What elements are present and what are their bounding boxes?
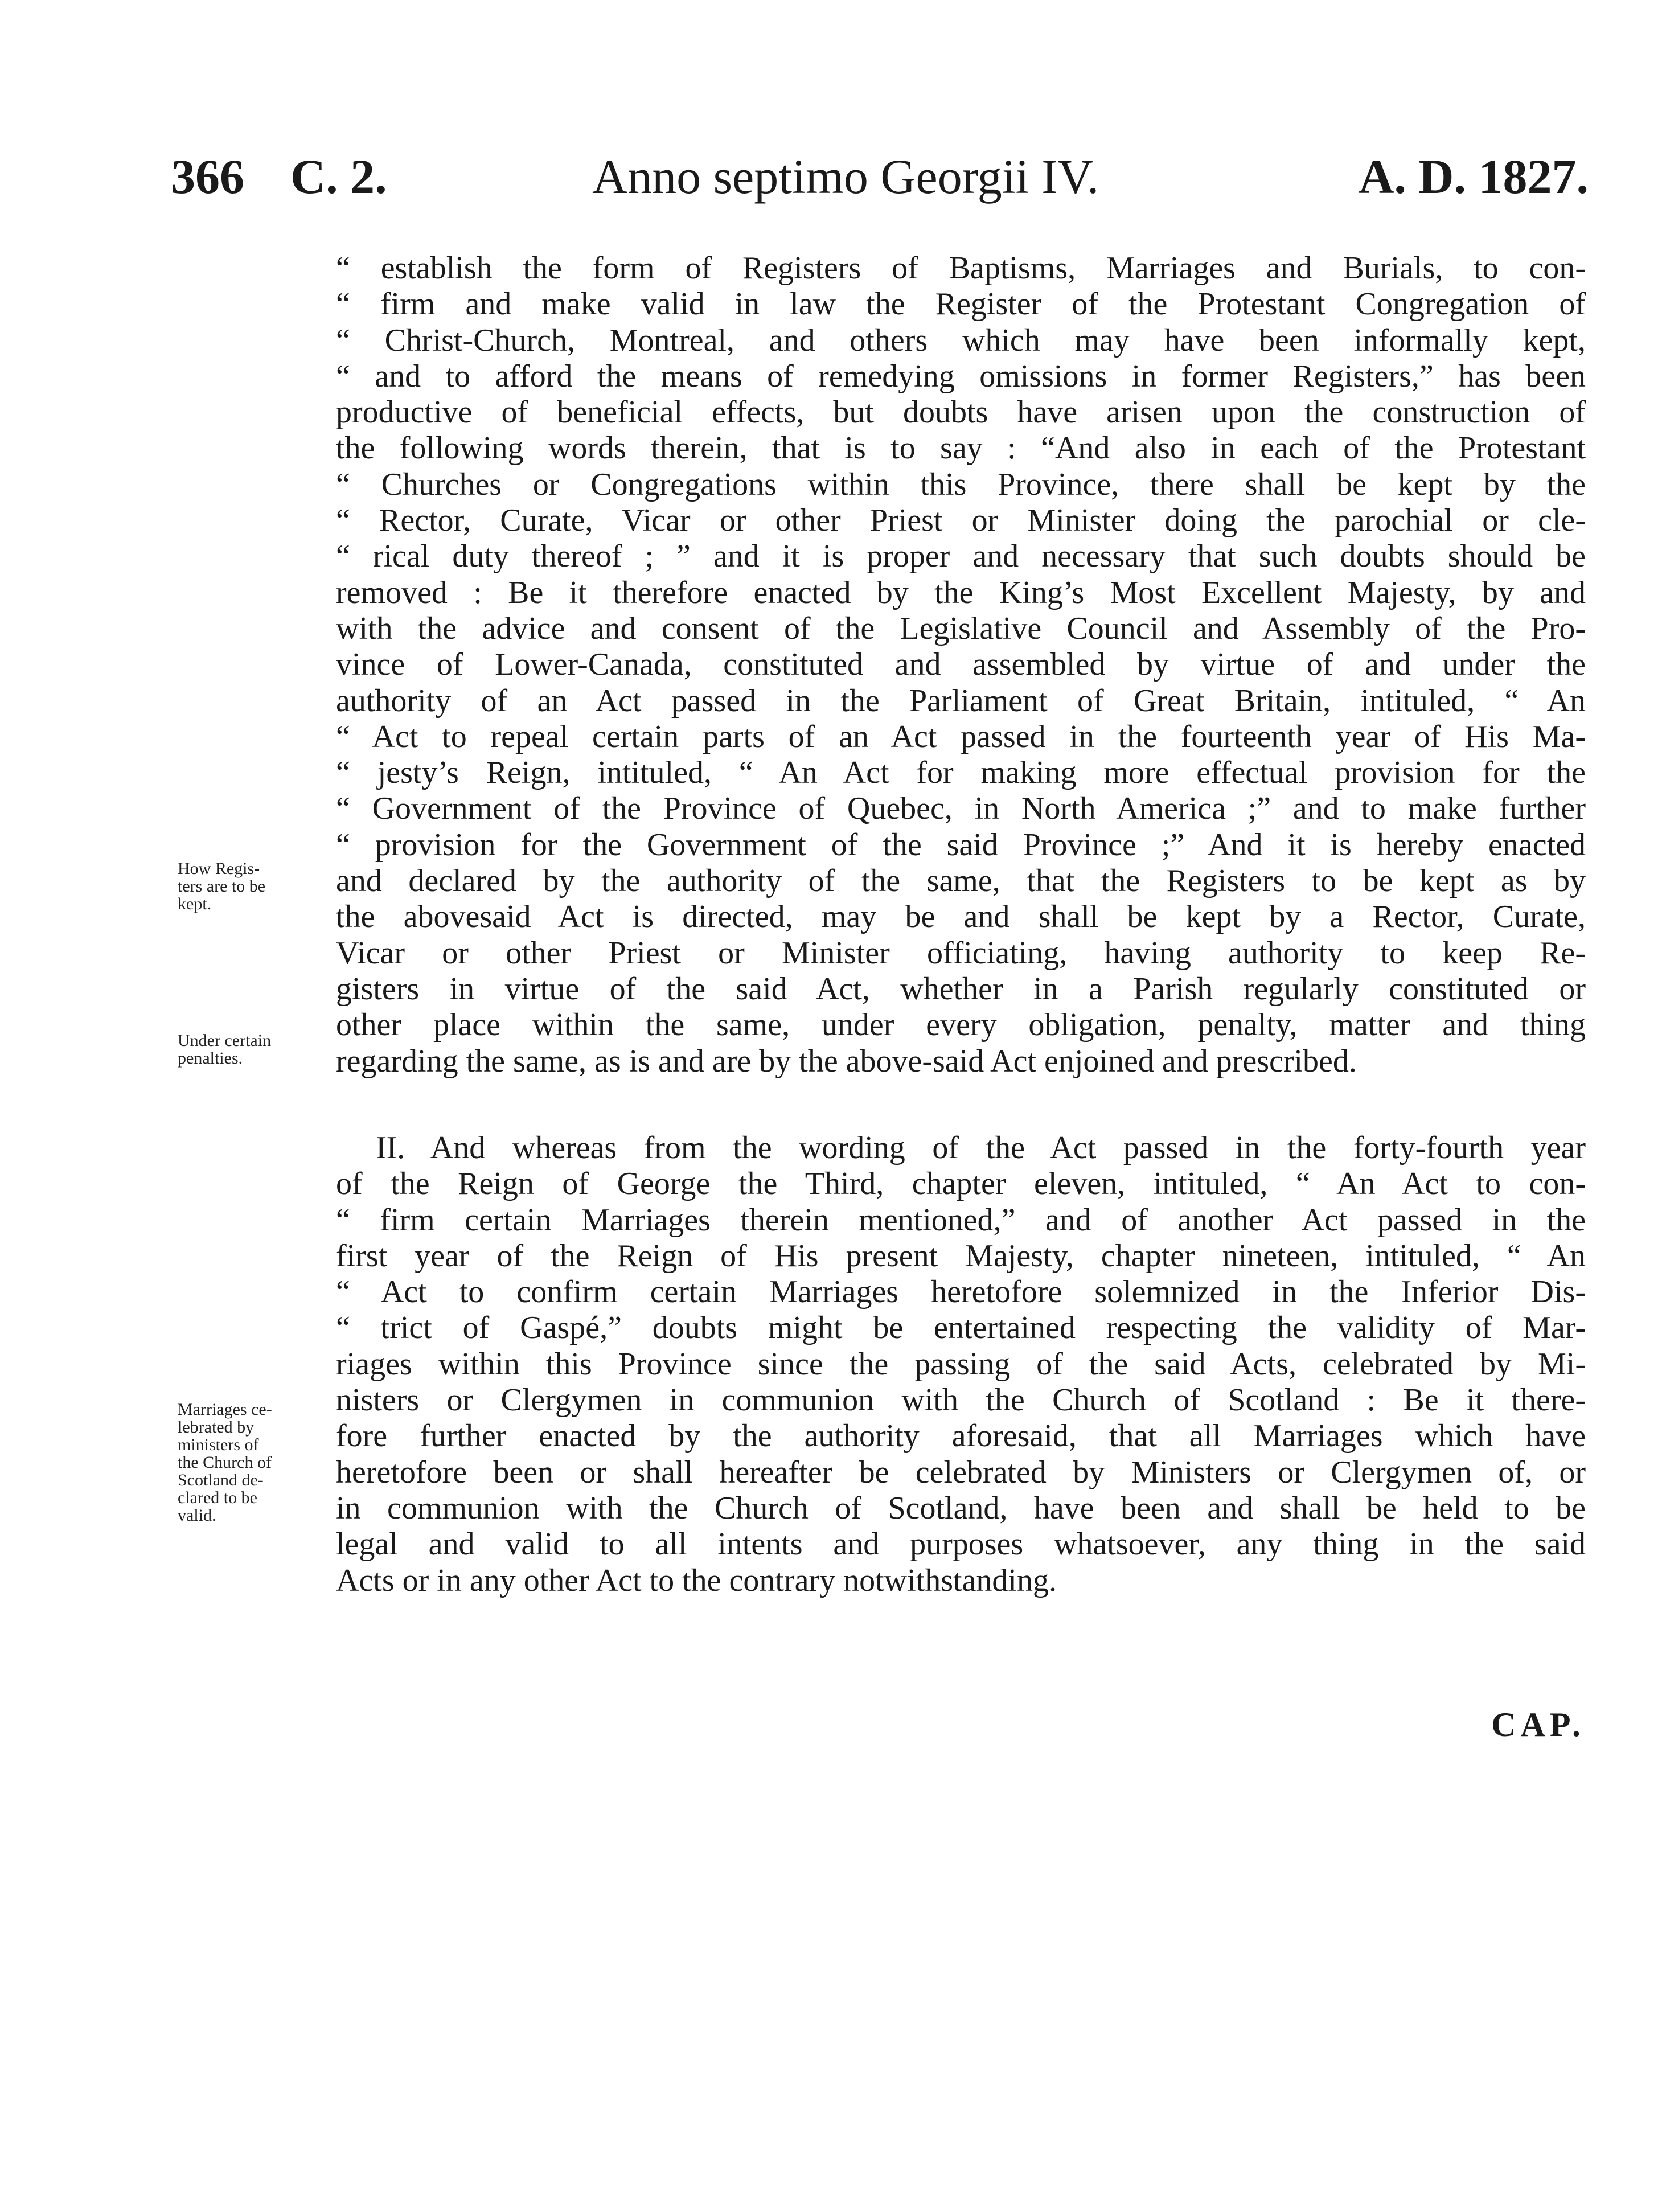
- chapter-number: C. 2.: [290, 149, 387, 204]
- text-line: vince of Lower-Canada, constituted and assembled by virtue of and under the: [336, 647, 1586, 683]
- margin-note-line: lebrated by: [178, 1418, 255, 1437]
- text-line: legal and valid to all intents and purposes whatsoever, any thing in the said: [336, 1526, 1586, 1562]
- text-line: II. And whereas from the wording of the Act passed in the forty-fourth year: [376, 1130, 1586, 1165]
- margin-note-line: Under certain: [178, 1031, 272, 1050]
- text-line: “ Christ-Church, Montreal, and others which may have been informally kept,: [336, 322, 1586, 358]
- margin-note-line: ters are to be: [178, 877, 266, 896]
- section-one-paragraph: [336, 251, 1586, 1080]
- text-line: and declared by the authority of the same, that the Registers to be kept as by: [336, 863, 1586, 899]
- anno-domini-year: A. D. 1827.: [1359, 149, 1589, 204]
- text-line: “ Churches or Congregations within this Province, there shall be kept by the: [336, 466, 1586, 502]
- text-line: the abovesaid Act is directed, may be and shall be kept by a Rector, Curate,: [336, 899, 1586, 935]
- text-line: riages within this Province since the passing of the said Acts, celebrated by Mi-: [336, 1346, 1586, 1382]
- margin-note-line: valid.: [178, 1506, 216, 1525]
- text-line: “ trict of Gaspé,” doubts might be entertained respecting the validity of Mar-: [336, 1310, 1586, 1346]
- margin-note-line: Scotland de-: [178, 1471, 264, 1489]
- text-line: “ Government of the Province of Quebec, in North America ;” and to make further: [336, 791, 1586, 827]
- section-two-paragraph: [336, 1130, 1586, 1599]
- page-number: 366: [171, 149, 244, 204]
- text-line: “ firm certain Marriages therein mentioned,” and of another Act passed in the: [336, 1202, 1586, 1238]
- margin-note-marriages: [178, 1401, 327, 1524]
- text-line: nisters or Clergymen in communion with the Church of Scotland : Be it there-: [336, 1382, 1586, 1418]
- text-line: authority of an Act passed in the Parliament of Great Britain, intituled, “ An: [336, 683, 1586, 719]
- regnal-year-title: Anno septimo Georgii IV.: [592, 149, 1099, 204]
- text-line: fore further enacted by the authority aforesaid, that all Marriages which have: [336, 1418, 1586, 1454]
- margin-note-line: penalties.: [178, 1049, 243, 1068]
- text-line: Vicar or other Priest or Minister officiating, having authority to keep Re-: [336, 935, 1586, 971]
- margin-note-line: How Regis-: [178, 859, 260, 878]
- running-header: [171, 145, 1589, 208]
- text-line: gisters in virtue of the said Act, whether in a Parish regularly constituted or: [336, 971, 1586, 1007]
- text-line: “ establish the form of Registers of Baptisms, Marriages and Burials, to con-: [336, 251, 1586, 286]
- text-line: “ Act to confirm certain Marriages heretofore solemnized in the Inferior Dis-: [336, 1274, 1586, 1310]
- text-line: “ provision for the Government of the said Province ;” And it is hereby enacted: [336, 827, 1586, 863]
- text-line: with the advice and consent of the Legislative Council and Assembly of the Pro-: [336, 610, 1586, 646]
- catchword: CAP.: [1491, 1706, 1585, 1743]
- text-line: first year of the Reign of His present Majesty, chapter nineteen, intituled, “ An: [336, 1238, 1586, 1274]
- text-line: other place within the same, under every obligation, penalty, matter and thing: [336, 1007, 1586, 1043]
- text-line: regarding the same, as is and are by the above-said Act enjoined and prescribed.: [336, 1043, 1357, 1079]
- text-line: “ Act to repeal certain parts of an Act passed in the fourteenth year of His Ma-: [336, 719, 1586, 754]
- margin-note-line: the Church of: [178, 1453, 272, 1472]
- text-line: productive of beneficial effects, but doubts have arisen upon the construction of: [336, 395, 1586, 430]
- text-line: “ rical duty thereof ; ” and it is proper and necessary that such doubts should be: [336, 539, 1586, 574]
- margin-note-penalties: [178, 1032, 327, 1067]
- text-line: removed : Be it therefore enacted by the King’s Most Excellent Majesty, by and: [336, 574, 1586, 610]
- text-line: “ jesty’s Reign, intituled, “ An Act for making more effectual provision for the: [336, 755, 1586, 791]
- margin-note-registers: [178, 860, 327, 913]
- margin-note-line: ministers of: [178, 1435, 259, 1454]
- text-line: “ and to afford the means of remedying omissions in former Registers,” has been: [336, 358, 1586, 394]
- margin-note-line: Marriages ce-: [178, 1400, 272, 1419]
- text-line: of the Reign of George the Third, chapter eleven, intituled, “ An Act to con-: [336, 1166, 1586, 1202]
- text-line: in communion with the Church of Scotland, have been and shall be held to be: [336, 1490, 1586, 1526]
- text-line: the following words therein, that is to say : “And also in each of the Protestant: [336, 430, 1586, 466]
- text-line: “ firm and make valid in law the Register of the Protestant Congregation of: [336, 286, 1586, 322]
- margin-note-line: clared to be: [178, 1488, 257, 1507]
- text-line: Acts or in any other Act to the contrary notwithstanding.: [336, 1562, 1057, 1598]
- text-line: “ Rector, Curate, Vicar or other Priest or Minister doing the parochial or cle-: [336, 503, 1586, 539]
- text-line: heretofore been or shall hereafter be celebrated by Ministers or Clergymen of, or: [336, 1454, 1586, 1490]
- margin-note-line: kept.: [178, 894, 212, 913]
